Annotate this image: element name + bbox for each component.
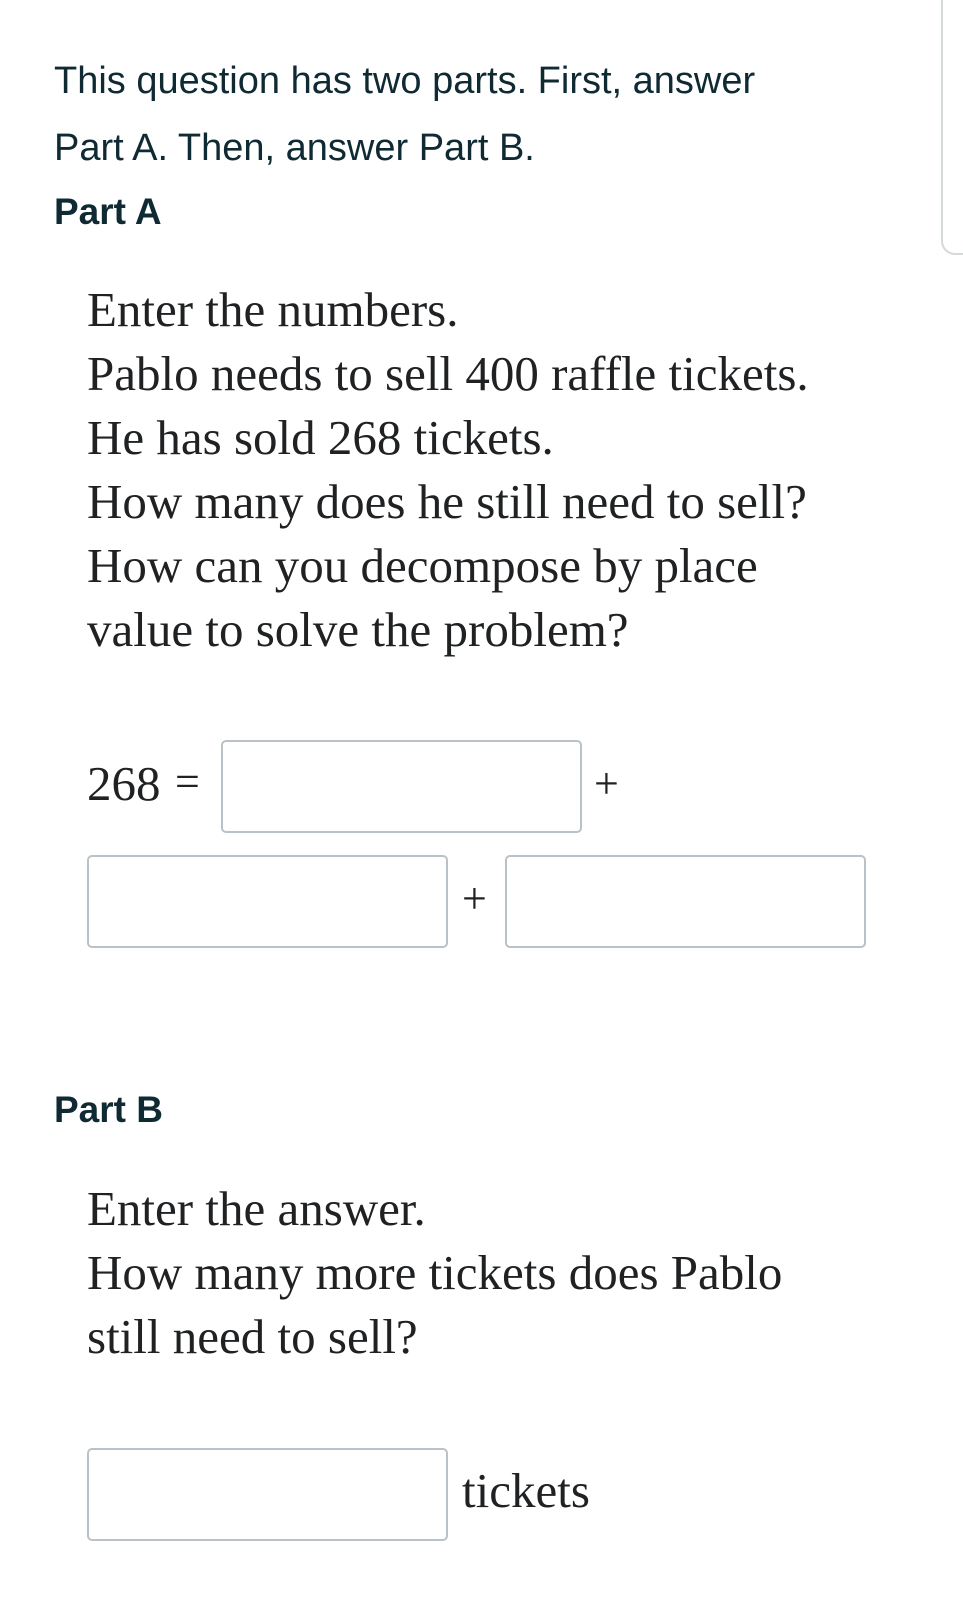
intro-line-1: This question has two parts. First, answer — [54, 60, 756, 102]
part-b-heading: Part B — [54, 1089, 163, 1130]
problem-line-1: Pablo needs to sell 400 raffle tickets. — [87, 346, 809, 401]
equals-sign: = — [175, 757, 200, 806]
problem-line-4: How can you decompose by place — [87, 538, 758, 593]
tens-input[interactable] — [87, 855, 448, 948]
part-a-heading: Part A — [54, 191, 162, 232]
ones-input[interactable] — [505, 855, 866, 948]
equation-number: 268 — [87, 756, 161, 811]
problem-line-3: How many does he still need to sell? — [87, 474, 807, 529]
part-b-question-line-2: still need to sell? — [87, 1309, 418, 1364]
part-b-instruction: Enter the answer. — [87, 1181, 426, 1236]
plus-sign-1: + — [594, 759, 619, 808]
part-b-question-line-1: How many more tickets does Pablo — [87, 1245, 783, 1300]
problem-line-2: He has sold 268 tickets. — [87, 410, 554, 465]
intro-line-2: Part A. Then, answer Part B. — [54, 127, 535, 169]
panel-edge — [941, 0, 963, 255]
plus-sign-2: + — [462, 874, 487, 923]
part-a-instruction: Enter the numbers. — [87, 282, 459, 337]
tickets-unit-label: tickets — [462, 1463, 590, 1518]
problem-line-5: value to solve the problem? — [87, 602, 629, 657]
tickets-answer-input[interactable] — [87, 1448, 448, 1541]
hundreds-input[interactable] — [221, 740, 582, 833]
question-intro — [54, 48, 914, 182]
